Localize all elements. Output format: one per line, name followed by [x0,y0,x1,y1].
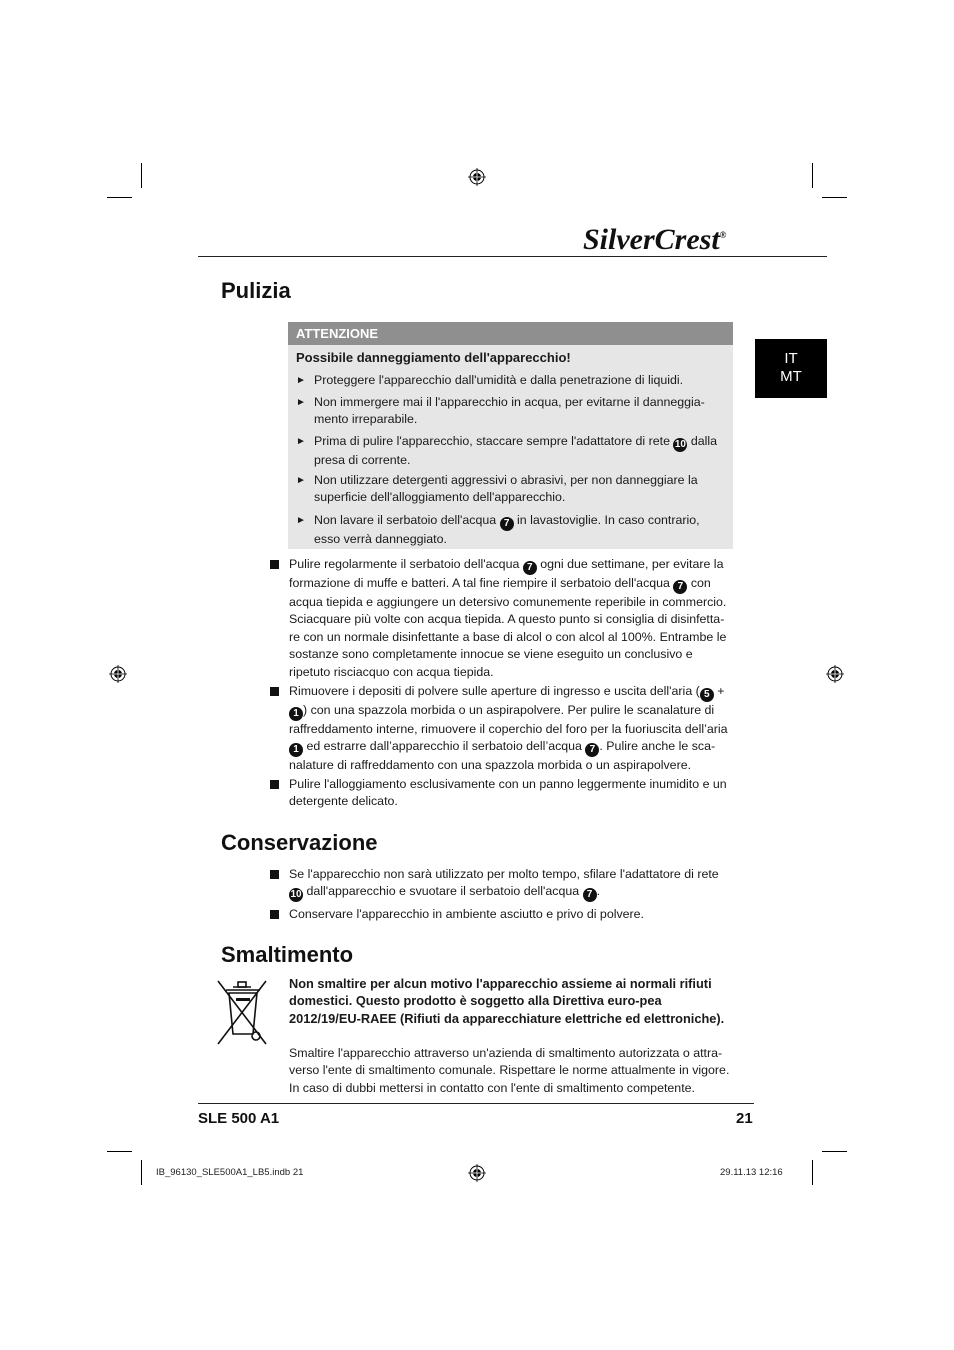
bullet-text [289,556,733,681]
warning-header: ATTENZIONE [288,322,733,345]
text-run: in lavastoviglie. In caso contrario, esso verrà danneggiato. [314,513,700,546]
brand-logo-text: SilverCrest [583,223,720,256]
registration-mark-icon [468,1164,486,1182]
section-title-conservazione: Conservazione [221,830,378,855]
part-number-badge: 10 [290,889,302,901]
weee-crossed-bin-icon [216,978,268,1048]
footer-rule [198,1103,754,1104]
page-number: 21 [736,1110,753,1127]
registration-mark-icon [826,665,844,683]
part-number-badge: 7 [583,888,597,902]
part-number-badge: 7 [585,743,599,757]
crop-mark [107,197,132,198]
part-number-badge: 1 [289,743,303,757]
bullet-text [289,866,733,902]
crop-mark [141,1160,142,1185]
text-run: ogni due settimane, per evitare la formazione di muffe e batteri. A tal fine riempire il serbatoio dell'acqua [289,557,724,590]
part-number-badge: 1 [289,707,303,721]
bullet-text: Conservare l'apparecchio in ambiente asciutto e privo di polvere. [289,907,645,921]
square-bullet-icon [270,780,279,789]
text-run: Pulire regolarmente il serbatoio dell'acqua [289,557,523,571]
disposal-warning-text: Non smaltire per alcun motivo l'apparecchio assieme ai normali rifiuti domestici. Questo prodotto è soggetto alla Direttiva euro-pea 2012/19/EU-RAEE (Rifiuti da apparecchiature elettriche ed elettroniche). [289,976,725,1026]
part-number-badge: 7 [673,580,687,594]
warning-item-text: Proteggere l'apparecchio dall'umidità e dalla penetrazione di liquidi. [314,373,684,387]
text-run: + [713,684,725,698]
crop-mark [141,163,142,188]
part-number-badge: 7 [523,561,537,575]
bullet-text: Pulire l'alloggiamento esclusivamente con un panno leggermente inumidito e un detergente delicato. [289,777,727,809]
text-run: ) con una spazzola morbida o un aspirapolvere. Per pulire le scanalature di raffreddamento interne, rimuovere il coperchio del foro per la fuoriuscita dell’aria [289,703,728,736]
arrow-bullet-icon: ► [296,515,306,526]
arrow-bullet-icon: ► [296,375,306,386]
warning-item-text: Non immergere mai il l'apparecchio in acqua, per evitarne il danneggia-mento irreparabile. [314,395,705,426]
brand-logo [583,218,726,257]
text-run: Se l'apparecchio non sarà utilizzato per molto tempo, sfilare l'adattatore di rete [289,867,719,881]
registered-mark: ® [719,230,727,240]
warning-subtitle: Possibile danneggiamento dell'apparecchio! [296,350,571,365]
arrow-bullet-icon: ► [296,475,306,486]
crop-mark [812,1160,813,1185]
square-bullet-icon [270,870,279,879]
text-run: dall'apparecchio e svuotare il serbatoio dell'acqua [303,884,583,899]
registration-mark-icon [109,665,127,683]
section-title-pulizia: Pulizia [221,278,291,303]
bullet-text [289,683,733,775]
footer-model: SLE 500 A1 [198,1110,280,1127]
disposal-instructions-text: Smaltire l'apparecchio attraverso un'azienda di smaltimento autorizzata o attra-verso l'ente di smaltimento comunale. Rispettare le norme attualmente in vigore. In caso di dubbi mettersi in contatto con l'ente di smaltimento competente. [289,1046,730,1095]
text-run: . Pulire anche le sca-nalature di raffreddamento con una spazzola morbida o un aspirapolvere. [289,739,716,773]
language-tab [755,339,827,398]
text-run: Non lavare il serbatoio dell'acqua [314,513,500,527]
warning-box [288,322,733,549]
header-rule [198,256,827,257]
crop-mark [822,1151,847,1152]
warning-item-text: Non utilizzare detergenti aggressivi o abrasivi, per non danneggiare la superficie dell'alloggiamento dell'apparecchio. [314,473,698,504]
square-bullet-icon [270,687,279,696]
text-run: con acqua tiepida e aggiungere un detersivo comunemente reperibile in commercio. Sciacquare più volte con acqua tiepida. A questo punto si consiglia di disinfetta-re con un normale disinfettante a base di alcol o con alcol al 100%. Entrambe le sostanze sono completamente innocue se viene eseguito un conclusivo e ripetuto risciacquo con acqua tiepida. [289,576,727,679]
language-tab-line2: MT [780,368,802,385]
text-run: Rimuovere i depositi di polvere sulle aperture di ingresso e uscita dell'aria ( [289,684,700,698]
print-slug-date: 29.11.13 12:16 [720,1167,783,1178]
text-run: ed estrarre dall’apparecchio il serbatoio dell’acqua [303,739,586,754]
part-number-badge: 5 [700,688,714,702]
warning-item-text [314,512,724,548]
text-run: Prima di pulire l'apparecchio, staccare sempre l'adattatore di rete [314,434,674,448]
language-tab-line1: IT [784,350,798,367]
part-number-badge: 10 [674,439,686,450]
crop-mark [107,1151,132,1152]
arrow-bullet-icon: ► [296,436,306,447]
part-number-badge: 7 [500,517,514,531]
section-title-smaltimento: Smaltimento [221,942,354,967]
warning-item-text [314,433,724,469]
print-slug-file: IB_96130_SLE500A1_LB5.indb 21 [156,1167,304,1178]
square-bullet-icon [270,560,279,569]
registration-mark-icon [468,168,486,186]
text-run: . [596,884,601,899]
text-run: dalla presa di corrente. [314,434,718,467]
crop-mark [822,197,847,198]
square-bullet-icon [270,910,279,919]
crop-mark [812,163,813,188]
arrow-bullet-icon: ► [296,397,306,408]
